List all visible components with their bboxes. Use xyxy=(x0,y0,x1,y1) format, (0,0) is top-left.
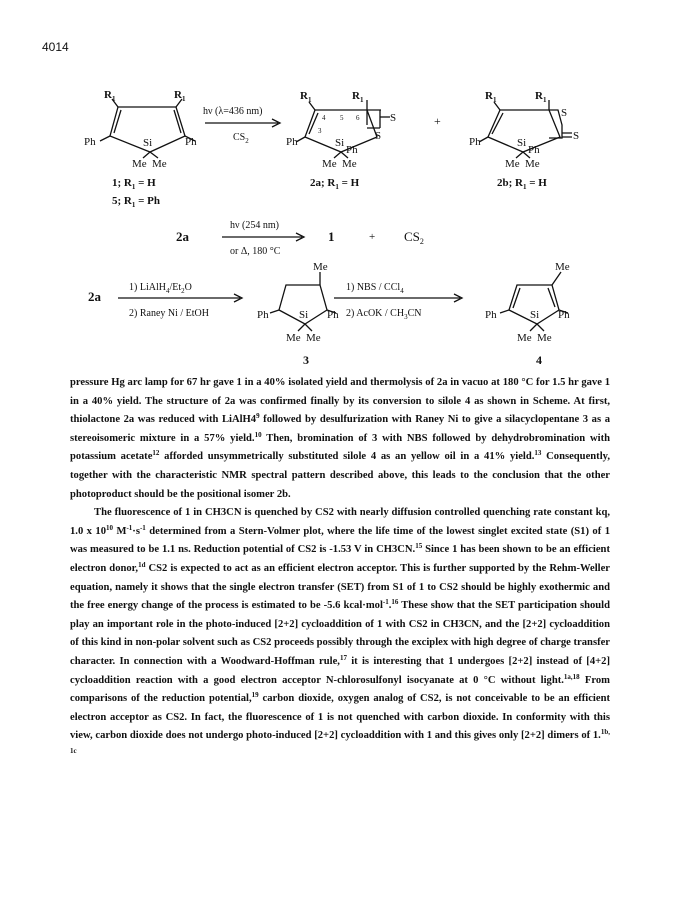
compound-4-me-top: Me xyxy=(555,261,570,273)
citation-superscript: -1 xyxy=(382,598,389,607)
arrow-1-label-bottom: $CS_2$ xyxy=(233,132,249,145)
citation-superscript: 15 xyxy=(415,542,423,551)
compound-2b-r1-right: $R_1$ xyxy=(535,90,547,104)
compound-2b-me-right: Me xyxy=(525,158,540,170)
page-number: 4014 xyxy=(42,40,69,54)
silole-ph-left: Ph xyxy=(84,136,96,148)
text-run: determined from a Stern-Volmer plot, where the life time of the lowest singlet excited state (S1) of 1 was measured to be 1.1 ns. Reduction potential of CS2 is -1.53 V in CH3CN. xyxy=(70,525,610,556)
compound-4-si: Si xyxy=(530,309,540,321)
citation-superscript: 1d xyxy=(138,560,146,569)
compound-2b-label: 2b; $R_1 = H$ xyxy=(497,177,547,191)
silole-double-bond-left xyxy=(114,110,121,133)
paragraph-1 xyxy=(70,374,610,504)
eq2-reactant: 2a xyxy=(176,229,189,244)
compound-4-me-left: Me xyxy=(517,332,532,344)
text-run: followed by desulfurization with Raney Ni to give a silacyclopentane 3 as a stereoisomeric mixture in a 57% yield. xyxy=(70,414,610,444)
compound-3-me-top: Me xyxy=(313,261,328,273)
compound-4-ph-right: Ph xyxy=(558,309,570,321)
compound-4-label: 4 xyxy=(536,353,542,367)
compound-3-ph-left: Ph xyxy=(257,309,269,321)
citation-superscript: 1a,18 xyxy=(563,672,580,681)
reaction-scheme xyxy=(0,0,677,375)
compound-2a-ph-left: Ph xyxy=(286,136,298,148)
arrow-1-label-top: hν (λ=436 nm) xyxy=(203,106,263,117)
compound-2b-s-ring: S xyxy=(561,107,568,119)
eq2-arrow-bottom: or Δ, 180 °C xyxy=(230,246,281,257)
compound-2a-s-ring: S xyxy=(375,130,382,142)
compound-4-me-right: Me xyxy=(537,332,552,344)
citation-superscript: 10 xyxy=(106,523,114,532)
compound-2b-r1-left: $R_1$ xyxy=(485,90,497,104)
text-run: . xyxy=(388,600,392,612)
text-run: M xyxy=(113,525,127,537)
compound-3-label: 3 xyxy=(303,353,309,367)
citation-superscript: 1b, 1c xyxy=(70,728,610,755)
text-run: The fluorescence of 1 in CH3CN is quenched by CS2 with nearly diffusion controlled quenching rate constant kq, 1.0 x 10 xyxy=(70,507,610,537)
text-run: ·s xyxy=(132,525,140,537)
compound-3-si: Si xyxy=(299,309,309,321)
text-run: Consequently, together with the characteristic NMR spectral pattern described above, this leads to the conclusion that the other photoproduct should be the positional isomer 2b. xyxy=(70,451,610,500)
compound-2a-si: Si xyxy=(335,137,345,149)
compound-2a-me-left: Me xyxy=(322,158,337,170)
ring-number-3: 3 xyxy=(318,127,322,135)
compound-3-me-right: Me xyxy=(306,332,321,344)
text-run: afforded unsymmetrically substituted silole 4 as an yellow oil in a 41% yield. xyxy=(159,451,535,463)
citation-superscript: 19 xyxy=(251,691,259,700)
compound-5-label: 5; $R_1 = Ph$ xyxy=(112,195,160,209)
text-run: CS2 is expected to act as an efficient electron acceptor. This is further supported by the Rehm-Weller equation, namely it shows that the single electron transfer (SET) from S1 of 1 to CS2 should be highly exothermic and the free energy change of the process is estimated to be -5.6 kcal·mol xyxy=(70,562,610,612)
paragraph-2 xyxy=(70,504,610,764)
silole-me-right: Me xyxy=(152,158,167,170)
eq3-step4: 2) AcOK / $CH_3CN$ xyxy=(346,308,422,321)
compound-3-ph-right: Ph xyxy=(327,309,339,321)
compound-2a-r1-left: $R_1$ xyxy=(300,90,312,104)
eq2-product-2: $CS_2$ xyxy=(404,229,424,246)
text-run: it is interesting that 1 undergoes [2+2] instead of [4+2] cycloaddition reaction with a good electron acceptor N-chlorosulfonyl isocyanate at 0 °C without light. xyxy=(70,655,610,686)
compound-2b-me-left: Me xyxy=(505,158,520,170)
compound-2b-si: Si xyxy=(517,137,527,149)
body-text xyxy=(70,374,610,764)
eq3-step2: 2) Raney Ni / EtOH xyxy=(129,308,209,319)
citation-superscript: 9 xyxy=(256,412,260,421)
citation-superscript: 12 xyxy=(152,449,160,458)
compound-2a-s-top: S xyxy=(390,112,397,124)
text-run: From comparisons of the reduction potential, xyxy=(70,674,610,705)
compound-2a-ph-right: Ph xyxy=(346,144,358,156)
compound-2b-ph-right: Ph xyxy=(528,144,540,156)
eq2-product-1: 1 xyxy=(328,229,335,244)
eq3-reactant: 2a xyxy=(88,289,101,304)
ring-number-5: 5 xyxy=(340,114,344,122)
text-run: Then, bromination of 3 with NBS followed by dehydrobromination with potassium acetate xyxy=(70,432,610,463)
silole-si: Si xyxy=(143,137,153,149)
compound-2b-s-exo: S xyxy=(573,130,580,142)
citation-superscript: 17 xyxy=(339,653,347,662)
eq3-step3: 1) NBS / CCl$_4$ xyxy=(346,282,404,295)
silole-me-left: Me xyxy=(132,158,147,170)
text-run: carbon dioxide, oxygen analog of CS2, is not conceivable to be an efficient electron acceptor as CS2. In fact, the fluorescence of 1 is not quenched with carbon dioxide. In conformity with this view, carbon dioxide does not undergo photo-induced [2+2] cycloaddition with 1 and this gives only [2+2] dimers of 1. xyxy=(70,693,610,742)
text-run: These show that the SET participation should play an important role in the photo-induced [2+2] cycloaddition of 1 with CS2 in CH3CN, and the [2+2] cycloaddition of this kind in non-polar solvent such as CS2 proceeds possibly through the exciplex with high degree of charge transfer character. In connection with a Woodward-Hoffman rule, xyxy=(70,600,610,667)
text-run: pressure Hg arc lamp for 67 hr gave 1 in a 40% isolated yield and thermolysis of 2a in vacuo at 180 °C for 1.5 hr gave 1 in a 40% yield. The structure of 2a was confirmed finally by its conversion to silole 4 as shown in Scheme. At first, thiolactone 2a was reduced with LiAlH4 xyxy=(70,377,610,426)
ring-number-6: 6 xyxy=(356,114,360,122)
citation-superscript: -1 xyxy=(139,523,146,532)
compound-4-ph-left: Ph xyxy=(485,309,497,321)
compound-2a-r1-right: $R_1$ xyxy=(352,90,364,104)
citation-superscript: 13 xyxy=(534,449,542,458)
silole-ph-right: Ph xyxy=(185,136,197,148)
compound-1-label: 1; $R_1 = H$ xyxy=(112,177,156,191)
citation-superscript: -1 xyxy=(126,523,133,532)
eq2-plus: + xyxy=(369,231,376,243)
compound-2a-me-right: Me xyxy=(342,158,357,170)
silole-r1-left: $R_1$ xyxy=(104,89,116,103)
compound-2b-ph-left: Ph xyxy=(469,136,481,148)
eq2-arrow-top: hν (254 nm) xyxy=(230,220,279,231)
citation-superscript: 10 xyxy=(254,430,262,439)
silole-r1-right: $R_1$ xyxy=(174,89,186,103)
compound-3-me-left: Me xyxy=(286,332,301,344)
plus-sign: + xyxy=(434,114,441,128)
compound-2a-label: 2a; $R_1 = H$ xyxy=(310,177,360,191)
citation-superscript: 16 xyxy=(391,598,399,607)
ring-number-4: 4 xyxy=(322,114,326,122)
text-run: Since 1 has been shown to be an efficient electron donor, xyxy=(70,544,610,574)
eq3-step1: 1) $LiAlH_4/Et_2O$ xyxy=(129,282,192,295)
